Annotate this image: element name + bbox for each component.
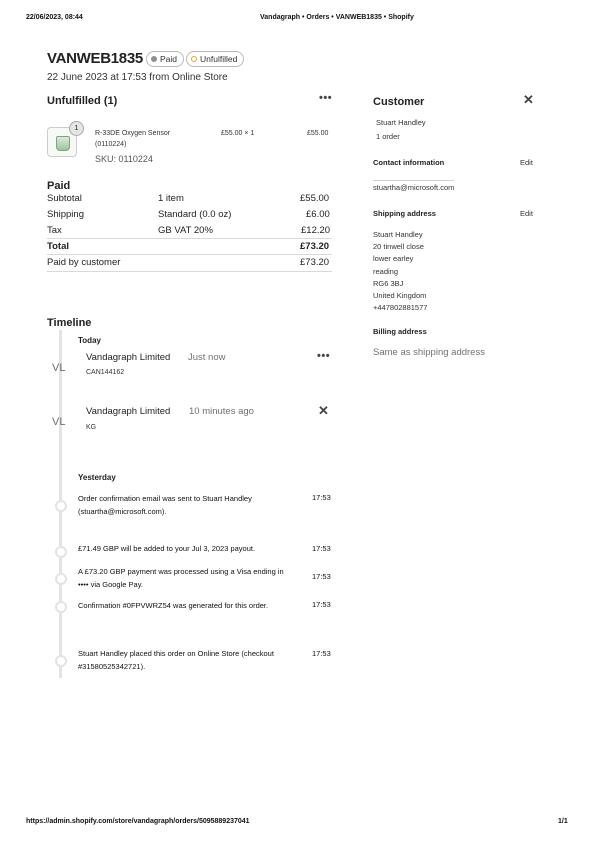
hollow-dot-icon [191,56,197,62]
shipping-amount: £6.00 [306,209,330,220]
unit-price: £55.00 × 1 [221,130,255,137]
divider [47,254,332,255]
order-subtitle: 22 June 2023 at 17:53 from Online Store [47,72,228,83]
timeline-dot [55,573,67,585]
subtotal-detail: 1 item [158,193,184,204]
shipping-detail: Standard (0.0 oz) [158,209,232,220]
address-line: RG6 3BJ [373,278,404,288]
address-line: lower earley [373,254,414,264]
timeline-title: Timeline [47,317,92,329]
timeline-dot [55,655,67,667]
payment-status-badge [146,51,184,67]
address-line: reading [373,266,399,276]
yesterday-label: Yesterday [78,473,116,482]
event-time: 17:53 [312,544,331,553]
shipping-edit-button[interactable]: Edit [520,209,533,218]
contact-edit-button[interactable]: Edit [520,158,533,167]
print-date: 22/06/2023, 08:44 [26,14,83,21]
event-time: 17:53 [312,572,331,581]
filled-dot-icon [151,56,157,62]
shipping-address-label: Shipping address [373,209,436,218]
tax-amount: £12.20 [301,225,331,236]
customer-name[interactable]: Stuart Handley [376,118,426,127]
product-name[interactable]: R-33DE Oxygen Sensor [95,130,171,137]
print-page-title: Vandagraph • Orders • VANWEB1835 • Shopify [260,14,414,21]
tax-detail: GB VAT 20% [158,225,213,236]
timeline-event: Confirmation #0FPVWRZ54 was generated for this order. [78,601,269,610]
comment-author: Vandagraph Limited [86,352,171,363]
product-sku: SKU: 0110224 [95,154,153,164]
timeline-event: Order confirmation email was sent to Stuart Handley (stuartha@microsoft.com). [78,494,252,516]
today-label: Today [78,336,101,345]
payment-title: Paid [47,180,71,192]
shipping-address [373,229,427,314]
paid-by-customer-label: Paid by customer [47,257,121,268]
event-time: 17:53 [312,600,331,609]
avatar: VL [52,416,66,428]
event-time: 17:53 [312,493,331,502]
line-total: £55.00 [307,130,329,137]
unfulfilled-title: Unfulfilled (1) [47,95,118,107]
timeline-dot [55,546,67,558]
divider [47,238,332,239]
print-url: https://admin.shopify.com/store/vandagraph/orders/5095889237041 [26,818,250,825]
close-icon[interactable]: ✕ [523,92,534,107]
total-amount: £73.20 [300,241,330,252]
customer-title: Customer [373,96,425,108]
comment-text: CAN144162 [86,369,125,376]
billing-address-label: Billing address [373,327,427,336]
phone-number: +447802881577 [373,303,428,313]
quantity-badge: 1 [69,121,84,136]
address-line: Stuart Handley [373,230,423,239]
address-line: 20 tinwell close [373,242,424,252]
payment-status-label: Paid [160,54,178,64]
comment-author: Vandagraph Limited [86,406,171,417]
comment-more-button[interactable]: ••• [317,350,331,362]
comment-time: Just now [188,352,226,363]
subtotal-amount: £55.00 [300,193,330,204]
comment-text: KG [86,424,97,431]
close-icon[interactable]: ✕ [318,403,329,418]
order-title: VANWEB1835 [47,50,143,67]
product-code: (0110224) [95,141,127,148]
total-label: Total [47,241,69,252]
timeline-event: Stuart Handley placed this order on Online Store (checkout #31580525342721). [78,649,274,671]
shipping-label: Shipping [47,209,84,220]
divider [47,271,332,272]
timeline-dot [55,500,67,512]
billing-address-value: Same as shipping address [373,347,485,358]
event-time: 17:53 [312,649,331,658]
contact-info-label: Contact information [373,158,445,167]
more-actions-button[interactable]: ••• [319,92,333,104]
avatar: VL [52,362,66,374]
print-page-number: 1/1 [558,818,568,825]
fulfillment-status-badge [186,51,244,67]
address-line: United Kingdom [373,291,427,301]
tax-label: Tax [47,225,62,236]
timeline-event: £71.49 GBP will be added to your Jul 3, 2023 payout. [78,544,256,553]
customer-email[interactable]: stuartha@microsoft.com [373,180,454,194]
subtotal-label: Subtotal [47,193,82,204]
fulfillment-status-label: Unfulfilled [200,54,238,64]
timeline-event: A £73.20 GBP payment was processed using a Visa ending in •••• via Google Pay. [78,567,284,589]
timeline-dot [55,601,67,613]
customer-order-count[interactable]: 1 order [376,132,400,141]
comment-time: 10 minutes ago [189,406,254,417]
paid-by-customer-amount: £73.20 [300,257,330,268]
